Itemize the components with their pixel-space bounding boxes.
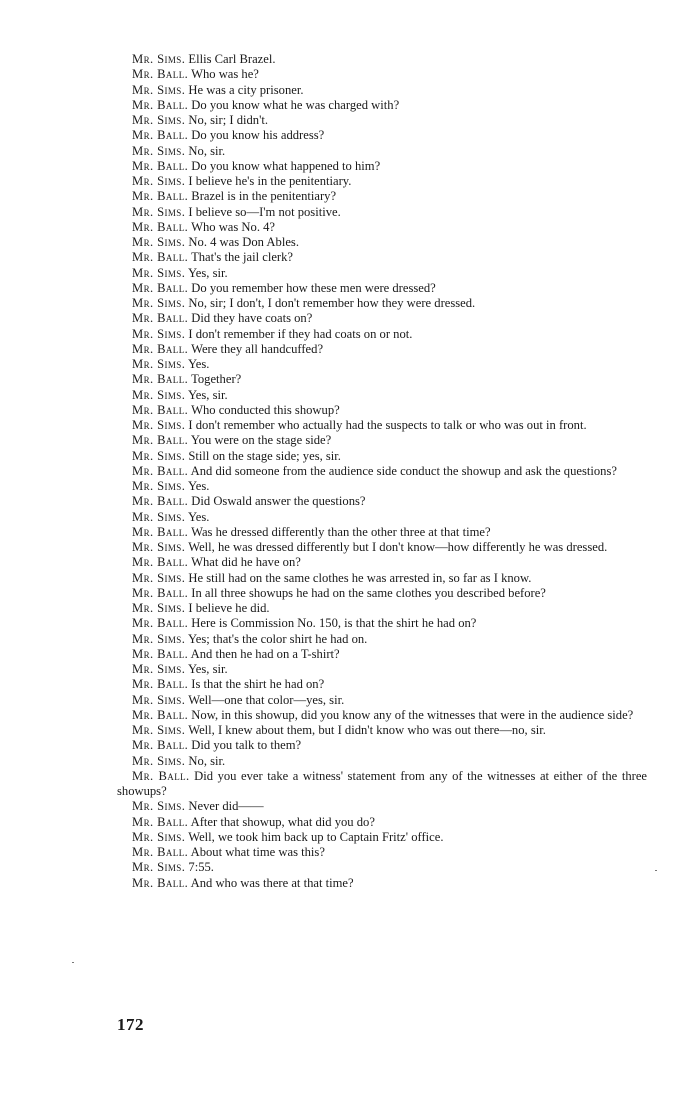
utterance-text: Well, I knew about them, but I didn't know who was out there—no, sir. [188, 723, 546, 737]
speaker-name: Mr. Sims. [132, 418, 186, 432]
transcript-line [117, 144, 647, 159]
speaker-name: Mr. Ball. [132, 158, 189, 173]
speaker-name: Mr. Sims. [132, 631, 186, 646]
utterance-text: I believe he's in the penitentiary. [188, 174, 352, 188]
transcript-line [117, 67, 647, 82]
transcript-line [117, 159, 647, 174]
utterance-text: That's the jail clerk? [191, 250, 293, 265]
utterance-text: I believe so—I'm not positive. [188, 204, 341, 219]
transcript-line [117, 83, 647, 98]
transcript-line [117, 708, 647, 723]
speaker-name: Mr. Sims. [132, 509, 186, 524]
utterance-text: Do you know what happened to him? [191, 158, 381, 173]
speaker-name: Mr. Ball. [132, 433, 189, 448]
utterance-text: No, sir. [188, 753, 226, 768]
transcript-line [117, 601, 647, 616]
transcript-line [117, 311, 647, 326]
speaker-name: Mr. Ball. [132, 67, 189, 82]
transcript-line [117, 98, 647, 113]
speaker-name: Mr. Ball. [132, 128, 189, 143]
transcript-line [117, 464, 647, 479]
utterance-text: Did they have coats on? [191, 311, 313, 326]
transcript-line [117, 876, 647, 891]
transcript-line [117, 128, 647, 143]
speaker-name: Mr. Ball. [132, 768, 190, 783]
utterance-text: And who was there at that time? [190, 875, 354, 890]
transcript-line [117, 586, 647, 601]
utterance-text: Well—one that color—yes, sir. [188, 692, 345, 707]
utterance-text: About what time was this? [190, 845, 325, 859]
utterance-text: Was he dressed differently than the other three at that time? [191, 524, 491, 539]
speaker-name: Mr. Ball. [132, 677, 189, 692]
transcript-line [117, 830, 647, 845]
speaker-name: Mr. Sims. [132, 326, 186, 341]
transcript-line [117, 677, 647, 692]
utterance-text: Yes, sir. [187, 265, 228, 280]
utterance-text: No, sir. [188, 143, 226, 158]
utterance-text: Together? [191, 372, 242, 387]
transcript-line [117, 616, 647, 631]
utterance-text: Did you ever take a witness' statement from any of the witnesses at either of the three showups? [117, 768, 647, 798]
speaker-name: Mr. Sims. [132, 357, 186, 371]
utterance-text: I believe he did. [188, 601, 270, 615]
transcript-line [117, 449, 647, 464]
speaker-name: Mr. Sims. [132, 479, 186, 493]
speaker-name: Mr. Ball. [132, 372, 189, 387]
speaker-name: Mr. Ball. [132, 494, 189, 509]
speaker-name: Mr. Ball. [132, 814, 189, 829]
utterance-text: Yes. [187, 509, 210, 524]
speaker-name: Mr. Sims. [132, 113, 186, 127]
speaker-name: Mr. Sims. [132, 265, 186, 280]
speaker-name: Mr. Ball. [132, 250, 189, 265]
utterance-text: Is that the shirt he had on? [191, 677, 325, 692]
utterance-text: Brazel is in the penitentiary? [191, 189, 337, 204]
utterance-text: Well, we took him back up to Captain Fritz' office. [188, 829, 444, 844]
transcript-line [117, 525, 647, 540]
transcript-line [117, 860, 647, 875]
speaker-name: Mr. Ball. [132, 341, 189, 356]
transcript-line [117, 494, 647, 509]
speaker-name: Mr. Sims. [132, 692, 186, 707]
speaker-name: Mr. Sims. [132, 860, 186, 875]
utterance-text: Yes; that's the color shirt he had on. [187, 631, 368, 646]
utterance-text: And did someone from the audience side conduct the showup and ask the questions? [190, 463, 617, 478]
transcript-line [117, 799, 647, 814]
utterance-text: Yes. [187, 479, 210, 493]
transcript-line [117, 540, 647, 555]
speaker-name: Mr. Sims. [132, 296, 186, 310]
utterance-text: Do you remember how these men were dressed? [191, 280, 436, 295]
transcript-line [117, 647, 647, 662]
speaker-name: Mr. Ball. [132, 219, 189, 234]
transcript-line [117, 555, 647, 570]
utterance-text: After that showup, what did you do? [190, 814, 375, 829]
speaker-name: Mr. Ball. [132, 189, 189, 204]
transcript-line [117, 738, 647, 753]
speaker-name: Mr. Ball. [132, 616, 189, 631]
utterance-text: Do you know his address? [191, 128, 325, 143]
transcript-line [117, 845, 647, 860]
scan-speck [72, 962, 74, 963]
utterance-text: Who was he? [191, 67, 259, 82]
utterance-text: Ellis Carl Brazel. [188, 52, 276, 66]
scan-speck [655, 870, 657, 871]
transcript-line [117, 250, 647, 265]
transcript-line [117, 693, 647, 708]
speaker-name: Mr. Ball. [132, 585, 189, 600]
speaker-name: Mr. Ball. [132, 524, 189, 539]
transcript-line [117, 281, 647, 296]
transcript-line [117, 510, 647, 525]
transcript-line [117, 174, 647, 189]
speaker-name: Mr. Sims. [132, 829, 186, 844]
speaker-name: Mr. Sims. [132, 387, 186, 402]
transcript-line [117, 266, 647, 281]
transcript-line [117, 372, 647, 387]
speaker-name: Mr. Ball. [132, 97, 189, 112]
transcript-body [117, 52, 647, 891]
page-number: 172 [117, 1015, 144, 1034]
utterance-text: No, sir; I didn't. [188, 113, 268, 127]
transcript-line [117, 754, 647, 769]
transcript-line [117, 769, 647, 800]
utterance-text: Well, he was dressed differently but I don't know—how differently he was dressed. [188, 540, 608, 554]
utterance-text: Still on the stage side; yes, sir. [188, 448, 341, 463]
utterance-text: Yes, sir. [187, 662, 228, 676]
utterance-text: No. 4 was Don Ables. [188, 235, 299, 249]
transcript-line [117, 723, 647, 738]
utterance-text: You were on the stage side? [190, 433, 332, 448]
utterance-text: Never did—— [188, 799, 264, 814]
speaker-name: Mr. Ball. [132, 555, 189, 570]
speaker-name: Mr. Ball. [132, 845, 189, 859]
utterance-text: Were they all handcuffed? [191, 341, 324, 356]
utterance-text: Yes. [187, 357, 210, 371]
transcript-line [117, 113, 647, 128]
speaker-name: Mr. Sims. [132, 601, 186, 615]
utterance-text: He was a city prisoner. [188, 82, 304, 97]
transcript-line [117, 632, 647, 647]
speaker-name: Mr. Ball. [132, 738, 189, 753]
transcript-line [117, 52, 647, 67]
transcript-line [117, 296, 647, 311]
speaker-name: Mr. Sims. [132, 799, 186, 814]
speaker-name: Mr. Sims. [132, 204, 186, 219]
speaker-name: Mr. Ball. [132, 646, 189, 661]
utterance-text: I don't remember if they had coats on or not. [188, 326, 413, 341]
speaker-name: Mr. Sims. [132, 570, 186, 585]
transcript-line [117, 205, 647, 220]
transcript-line [117, 662, 647, 677]
transcript-line [117, 403, 647, 418]
utterance-text: What did he have on? [191, 555, 301, 570]
transcript-line [117, 815, 647, 830]
speaker-name: Mr. Sims. [132, 753, 186, 768]
utterance-text: No, sir; I don't, I don't remember how they were dressed. [188, 296, 476, 310]
speaker-name: Mr. Sims. [132, 143, 186, 158]
speaker-name: Mr. Sims. [132, 52, 186, 66]
utterance-text: He still had on the same clothes he was arrested in, so far as I know. [188, 570, 532, 585]
speaker-name: Mr. Sims. [132, 448, 186, 463]
utterance-text: And then he had on a T-shirt? [190, 646, 340, 661]
speaker-name: Mr. Sims. [132, 540, 186, 554]
speaker-name: Mr. Ball. [132, 875, 189, 890]
utterance-text: Do you know what he was charged with? [191, 97, 400, 112]
transcript-line [117, 342, 647, 357]
speaker-name: Mr. Ball. [132, 402, 189, 417]
utterance-text: In all three showups he had on the same clothes you described before? [191, 585, 546, 600]
transcript-line [117, 327, 647, 342]
transcript-line [117, 357, 647, 372]
utterance-text: 7:55. [188, 860, 214, 875]
utterance-text: Yes, sir. [187, 387, 228, 402]
transcript-line [117, 418, 647, 433]
transcript-line [117, 235, 647, 250]
speaker-name: Mr. Sims. [132, 723, 186, 737]
utterance-text: Did Oswald answer the questions? [191, 494, 366, 509]
utterance-text: I don't remember who actually had the suspects to talk or who was out in front. [188, 418, 587, 432]
speaker-name: Mr. Ball. [132, 463, 189, 478]
transcript-line [117, 571, 647, 586]
speaker-name: Mr. Sims. [132, 235, 186, 249]
utterance-text: Did you talk to them? [191, 738, 302, 753]
utterance-text: Who was No. 4? [191, 219, 276, 234]
transcript-line [117, 388, 647, 403]
utterance-text: Now, in this showup, did you know any of the witnesses that were in the audience side? [191, 707, 634, 722]
transcript-line [117, 479, 647, 494]
speaker-name: Mr. Sims. [132, 174, 186, 188]
speaker-name: Mr. Sims. [132, 662, 186, 676]
speaker-name: Mr. Ball. [132, 280, 189, 295]
transcript-line [117, 189, 647, 204]
transcript-line [117, 220, 647, 235]
transcript-line [117, 433, 647, 448]
utterance-text: Who conducted this showup? [191, 402, 340, 417]
speaker-name: Mr. Sims. [132, 82, 186, 97]
utterance-text: Here is Commission No. 150, is that the shirt he had on? [191, 616, 477, 631]
speaker-name: Mr. Ball. [132, 707, 189, 722]
speaker-name: Mr. Ball. [132, 311, 189, 326]
